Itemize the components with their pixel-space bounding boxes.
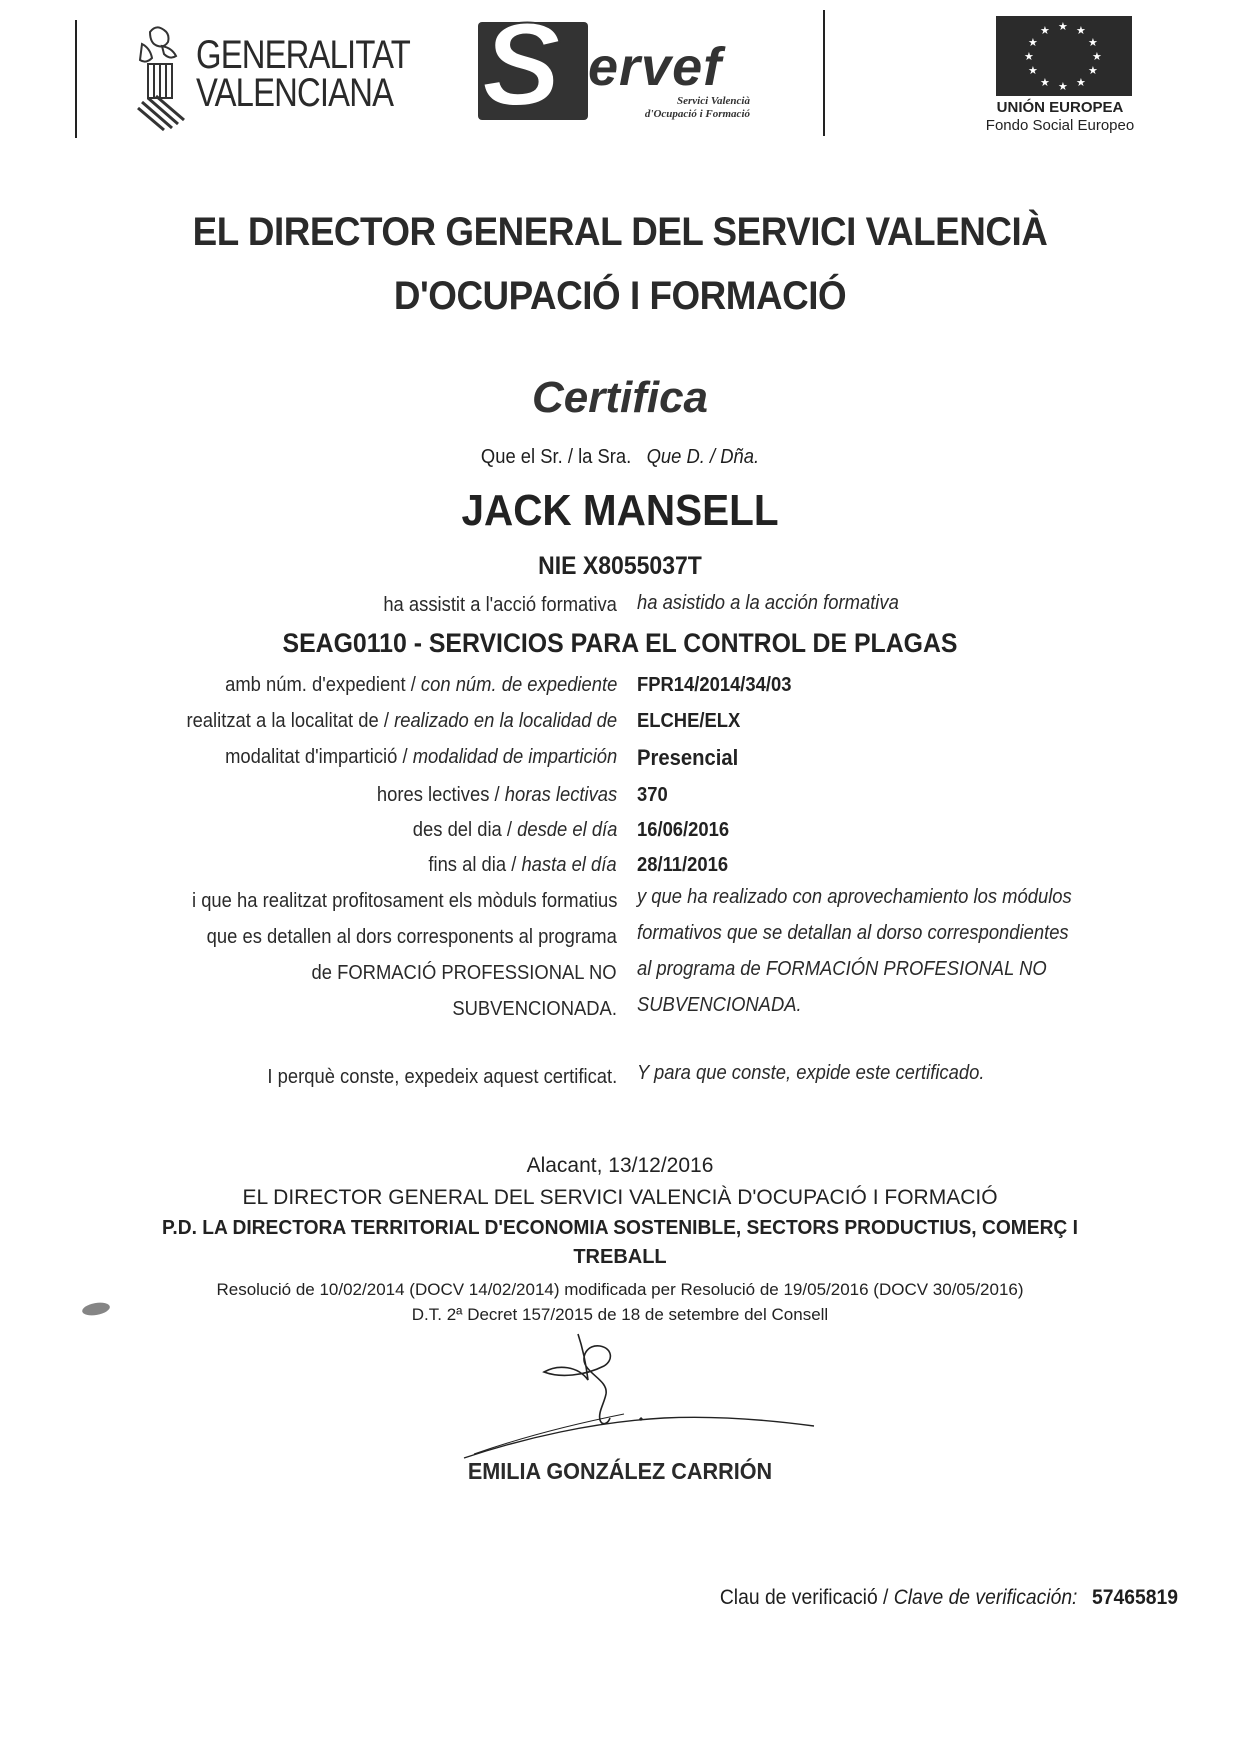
generalitat-crest-icon (132, 24, 190, 134)
closing-es: Y para que conste, expide este certificado. (637, 1062, 985, 1084)
field-label-localitat: realitzat a la localitat de / realizado en la localidad de (186, 710, 617, 732)
certifica-heading: Certifica (531, 373, 709, 422)
field-label-expedient: amb núm. d'expedient / con núm. de expediente (224, 674, 617, 696)
decree-line: D.T. 2ª Decret 157/2015 de 18 de setembre del Consell (411, 1305, 829, 1324)
modules-es-line2: formativos que se detallan al dorso correspondientes (637, 922, 1069, 944)
title-line1: EL DIRECTOR GENERAL DEL SERVICI VALENCIÀ (192, 210, 1048, 254)
field-value-modalitat: Presencial (637, 745, 739, 770)
title-line2: D'OCUPACIÓ I FORMACIÓ (393, 274, 847, 318)
field-value-expedient: FPR14/2014/34/03 (637, 674, 792, 696)
generalitat-line1: GENERALITAT (196, 33, 410, 77)
director-line: EL DIRECTOR GENERAL DEL SERVICI VALENCIÀ D'OCUPACIÓ I FORMACIÓ (242, 1186, 998, 1209)
modules-es-line4: SUBVENCIONADA. (637, 994, 802, 1016)
pd-line2: TREBALL (573, 1246, 667, 1268)
modules-es-line1: y que ha realizado con aprovechamiento los módulos (637, 886, 1072, 908)
modules-va-line2: que es detallen al dors corresponents al programa (206, 926, 617, 948)
pd-line1: P.D. LA DIRECTORA TERRITORIAL D'ECONOMIA SOSTENIBLE, SECTORS PRODUCTIUS, COMERÇ I (162, 1217, 1078, 1239)
course-title: SEAG0110 - SERVICIOS PARA EL CONTROL DE PLAGAS (282, 628, 958, 658)
generalitat-line2: VALENCIANA (196, 71, 394, 115)
modules-va-line1: i que ha realitzat profitosament els mòduls formatius (191, 890, 617, 912)
modules-va-line4: SUBVENCIONADA. (452, 998, 617, 1020)
field-value-desde: 16/06/2016 (637, 819, 730, 841)
field-value-hores: 370 (637, 784, 668, 806)
attended-va: ha assistit a l'acció formativa (383, 594, 617, 616)
field-value-hasta: 28/11/2016 (637, 854, 729, 876)
verification-code: 57465819 (1092, 1586, 1178, 1609)
eu-subtitle: Fondo Social Europeo (985, 117, 1135, 134)
field-label-desde: des del dia / desde el día (412, 819, 617, 841)
eu-title: UNIÓN EUROPEA (996, 99, 1124, 116)
field-label-modalitat: modalitat d'impartició / modalidad de impartición (224, 746, 617, 768)
verification-line (720, 1586, 1178, 1610)
person-name: JACK MANSELL (461, 486, 779, 535)
intro-line (50, 446, 1191, 469)
handwritten-signature (460, 1330, 820, 1460)
servef-subtitle-1: Servici Valencià (676, 95, 750, 107)
verification-label-va: Clau de verificació / (719, 1586, 894, 1609)
generalitat-name (196, 33, 410, 115)
field-value-localitat: ELCHE/ELX (637, 710, 741, 732)
attended-es: ha asistido a la acción formativa (637, 592, 899, 614)
intro-es: Que D. / Dña. (646, 446, 760, 468)
field-label-hasta: fins al dia / hasta el día (428, 854, 617, 876)
intro-va: Que el Sr. / la Sra. (480, 446, 632, 468)
header-divider-left (75, 20, 77, 138)
verification-label-es: Clave de verificación: (893, 1586, 1078, 1609)
signer-name: EMILIA GONZÁLEZ CARRIÓN (467, 1458, 773, 1484)
servef-logo-letter: S (482, 0, 561, 131)
place-date: Alacant, 13/12/2016 (526, 1154, 714, 1177)
modules-va-line3: de FORMACIÓ PROFESSIONAL NO (311, 962, 617, 984)
person-nie: NIE X8055037T (538, 552, 702, 580)
eu-flag-icon: ★ ★ ★ ★ ★ ★ ★ ★ ★ ★ ★ ★ (996, 16, 1132, 96)
field-label-hores: hores lectives / horas lectivas (376, 784, 617, 806)
closing-va: I perquè conste, expedeix aquest certificat. (267, 1066, 617, 1088)
modules-es-line3: al programa de FORMACIÓN PROFESIONAL NO (637, 958, 1047, 980)
header-divider-right (823, 10, 825, 136)
resolution-line: Resolució de 10/02/2014 (DOCV 14/02/2014) modificada per Resolució de 19/05/2016 (DOCV 30/05/2016) (216, 1280, 1024, 1299)
servef-logo-word: ervef (588, 37, 723, 97)
servef-subtitle-2: d'Ocupació i Formació (644, 108, 750, 120)
